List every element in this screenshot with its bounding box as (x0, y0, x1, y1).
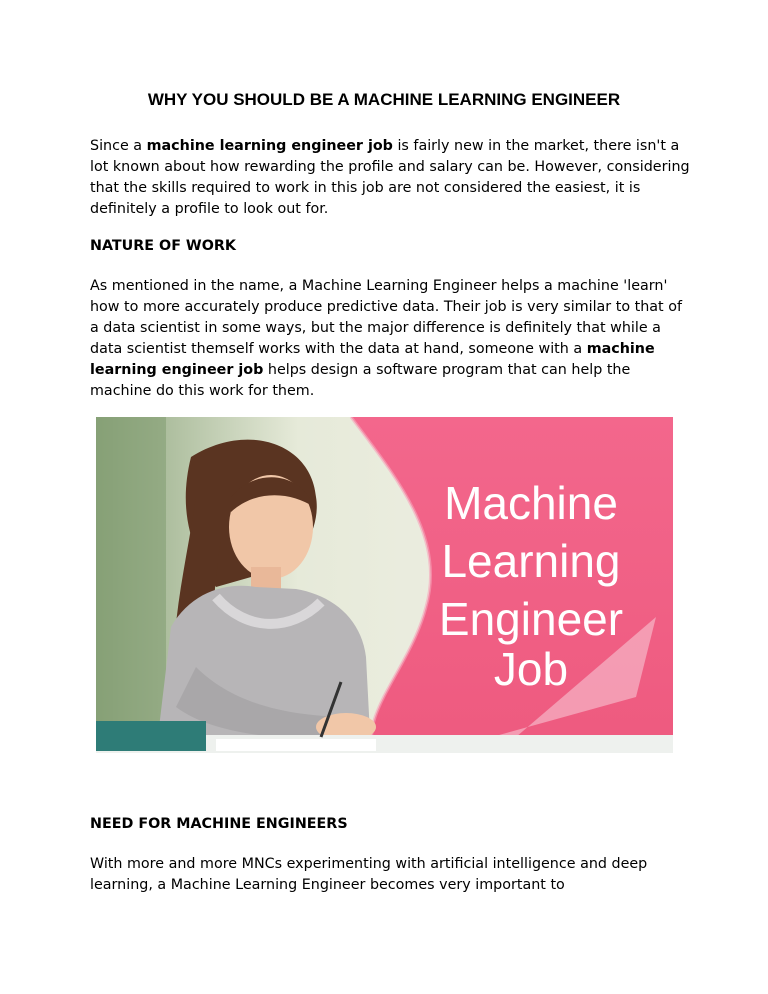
nature-of-work-paragraph (90, 276, 690, 402)
document-title: WHY YOU SHOULD BE A MACHINE LEARNING ENGINEER (147, 90, 621, 109)
intro-paragraph (90, 136, 690, 220)
need-paragraph: With more and more MNCs experimenting with artificial intelligence and deep learning, a Machine Learning Engineer becomes very important to (90, 856, 648, 893)
figure-line-engineer: Engineer (438, 593, 624, 645)
figure-line-machine: Machine (444, 477, 618, 529)
intro-keyword: machine learning engineer job (146, 138, 393, 154)
nature-keyword: machine learning engineer job (90, 341, 655, 378)
figure-line-job: Job (493, 643, 569, 695)
nature-text-2: helps design a software program that can help the machine do this work for them. (90, 362, 631, 399)
nature-of-work-heading: NATURE OF WORK (90, 238, 236, 254)
hero-image (96, 417, 673, 753)
need-heading: NEED FOR MACHINE ENGINEERS (90, 816, 348, 832)
intro-text-2: is fairly new in the market, there isn't a lot known about how rewarding the profile and salary can be. However, considering that the skills required to work in this job are not considered the easiest, it is definitely a profile to look out for. (90, 138, 690, 217)
figure-line-learning: Learning (441, 535, 621, 587)
nature-text-1: As mentioned in the name, a Machine Learning Engineer helps a machine 'learn' how to more accurately produce predictive data. Their job is very similar to that of a data scientist in some ways, but the major difference is definitely that while a data scientist themself works with the data at hand, someone with a (90, 278, 682, 357)
intro-text-1: Since a (90, 138, 147, 154)
